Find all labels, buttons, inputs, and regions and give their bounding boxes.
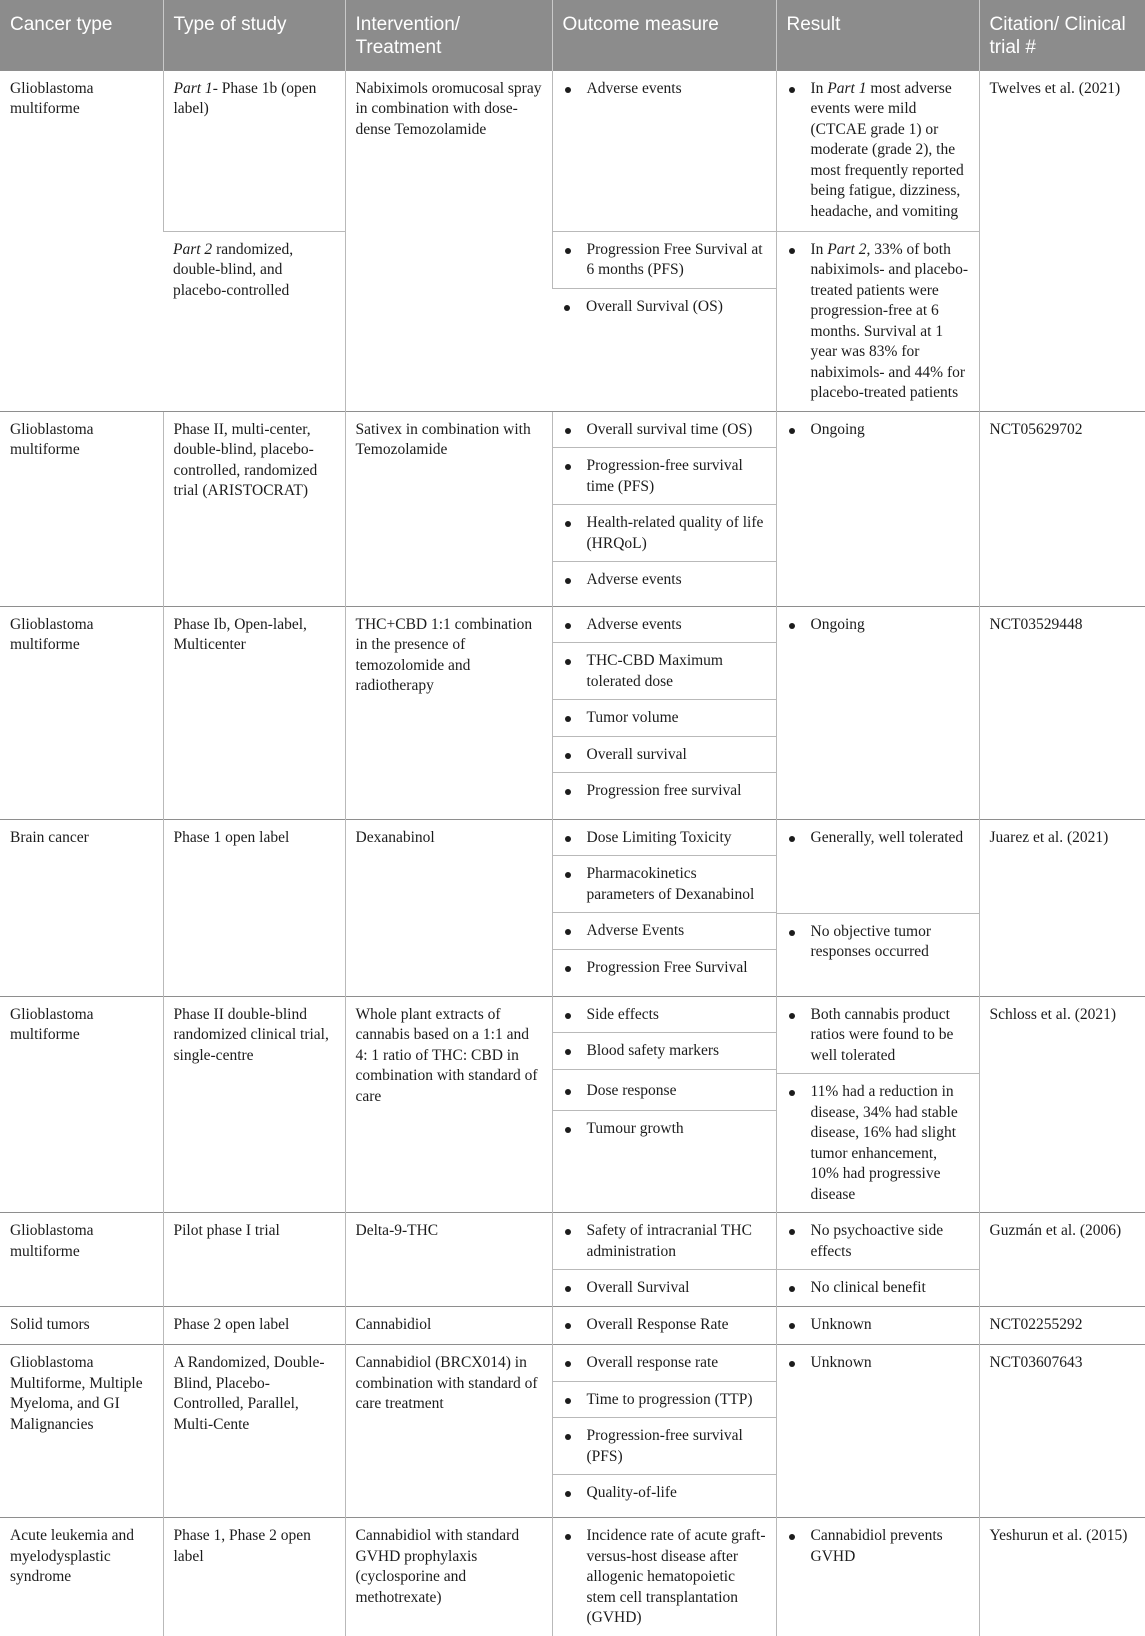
outcome-item: Overall response rate [563, 1353, 766, 1374]
intervention-cell: Whole plant extracts of cannabis based on a 1:1 and 4: 1 ratio of THC: CBD in combination with standard of care [345, 996, 552, 1213]
result-item: Cannabidiol prevents GVHD [787, 1526, 969, 1567]
result-item: Unknown [787, 1353, 969, 1374]
study-text: randomized, double-blind, and placebo-controlled [173, 240, 294, 299]
outcome-item: Health-related quality of life (HRQoL) [563, 513, 766, 554]
result-list [777, 997, 979, 1213]
outcome-item: Adverse events [563, 570, 766, 591]
part-label: Part 2 [173, 240, 213, 258]
outcome-item: Safety of intracranial THC administration [563, 1221, 766, 1262]
study-type-cell: Pilot phase I trial [163, 1213, 345, 1307]
outcome-list [553, 607, 776, 809]
result-list [777, 820, 979, 996]
outcome-list [553, 412, 776, 598]
outcome-list [553, 1213, 776, 1306]
study-type-cell [163, 70, 345, 231]
table-row [0, 1307, 1145, 1345]
result-cell [776, 996, 979, 1213]
outcome-item: Overall survival time (OS) [563, 420, 766, 441]
result-item: No clinical benefit [787, 1278, 969, 1299]
table-row [0, 1213, 1145, 1307]
part-label: Part 1 [173, 79, 213, 97]
outcome-cell [552, 70, 776, 231]
citation-cell: Juarez et al. (2021) [979, 819, 1145, 996]
result-prefix: In [810, 240, 828, 258]
citation-cell: Schloss et al. (2021) [979, 996, 1145, 1213]
cancer-type-cell: Brain cancer [0, 819, 163, 996]
outcome-cell [552, 606, 776, 819]
outcome-row [553, 949, 776, 986]
outcome-row [553, 912, 776, 949]
result-item: No psychoactive side effects [787, 1221, 969, 1262]
outcome-item: Overall Survival [563, 1278, 766, 1299]
citation-cell: NCT05629702 [979, 411, 1145, 606]
outcome-list [553, 1345, 776, 1511]
citation-cell: Twelves et al. (2021) [979, 70, 1145, 411]
outcome-item: Overall Response Rate [563, 1315, 766, 1336]
outcome-list [553, 820, 776, 986]
result-cell [776, 819, 979, 996]
result-item [787, 79, 969, 223]
result-cell [776, 1307, 979, 1345]
outcome-row [553, 561, 776, 598]
outcome-item: Adverse Events [563, 921, 766, 942]
result-cell [776, 1518, 979, 1636]
result-cell [776, 1213, 979, 1307]
intervention-cell: Delta-9-THC [345, 1213, 552, 1307]
header-intervention: Intervention/ Treatment [345, 0, 552, 70]
result-item: Both cannabis product ratios were found to be well tolerated [787, 1005, 969, 1067]
table-row [0, 819, 1145, 996]
outcome-item: Tumour growth [563, 1119, 766, 1140]
result-cell [776, 411, 979, 606]
result-text: , 33% of both nabiximols- and placebo-treated patients were progression-free at 6 months. Survival at 1 year was 83% for nabiximols- and 44% for placebo-treated patients [810, 240, 969, 401]
table-row [0, 606, 1145, 819]
outcome-row [553, 1269, 776, 1306]
result-row [777, 820, 979, 913]
table-row [0, 231, 1145, 289]
study-text: - Phase 1b (open label) [173, 79, 317, 117]
outcome-row [553, 504, 776, 561]
result-prefix: In [810, 79, 828, 97]
cancer-type-cell: Glioblastoma Multiforme, Multiple Myeloma, and GI Malignancies [0, 1345, 163, 1518]
citation-cell: Guzmán et al. (2006) [979, 1213, 1145, 1307]
result-item: 11% had a reduction in disease, 34% had stable disease, 16% had slight tumor enhancement, 10% had progressive disease [787, 1082, 969, 1205]
result-row [777, 1073, 979, 1212]
result-cell [776, 606, 979, 819]
cancer-type-cell: Glioblastoma multiforme [0, 1213, 163, 1307]
outcome-item: Progression-free survival time (PFS) [563, 456, 766, 497]
study-type-cell: Phase II, multi-center, double-blind, placebo-controlled, randomized trial (ARISTOCRAT) [163, 411, 345, 606]
table-row [0, 996, 1145, 1213]
cancer-type-cell: Glioblastoma multiforme [0, 70, 163, 411]
outcome-item: Overall Survival (OS) [562, 297, 766, 318]
study-type-cell [163, 231, 345, 411]
outcome-item: THC-CBD Maximum tolerated dose [563, 651, 766, 692]
cancer-type-cell: Solid tumors [0, 1307, 163, 1345]
result-cell [776, 70, 979, 231]
outcome-cell [552, 411, 776, 606]
study-type-cell: Phase II double-blind randomized clinical trial, single-centre [163, 996, 345, 1213]
outcome-list [553, 997, 776, 1147]
outcome-row [553, 1213, 776, 1269]
intervention-cell: Cannabidiol with standard GVHD prophylaxis (cyclosporine and methotrexate) [345, 1518, 552, 1636]
outcome-row [553, 607, 776, 643]
header-citation: Citation/ Clinical trial # [979, 0, 1145, 70]
outcome-row [553, 1417, 776, 1474]
outcome-item: Overall survival [563, 745, 766, 766]
outcome-item: Tumor volume [563, 708, 766, 729]
result-row [777, 913, 979, 996]
header-cancer-type: Cancer type [0, 0, 163, 70]
outcome-item: Dose Limiting Toxicity [563, 828, 766, 849]
header-type-of-study: Type of study [163, 0, 345, 70]
outcome-row [553, 1069, 776, 1111]
result-item: No objective tumor responses occurred [787, 922, 969, 963]
outcome-item: Progression-free survival (PFS) [563, 1426, 766, 1467]
table-row [0, 411, 1145, 606]
intervention-cell: Cannabidiol (BRCX014) in combination with standard of care treatment [345, 1345, 552, 1518]
outcome-cell [552, 1307, 776, 1345]
header-row [0, 0, 1145, 70]
outcome-cell [552, 289, 776, 411]
outcome-row [553, 1032, 776, 1069]
intervention-cell: Cannabidiol [345, 1307, 552, 1345]
outcome-row [553, 412, 776, 448]
result-item: Unknown [787, 1315, 969, 1336]
outcome-item: Dose response [563, 1081, 766, 1102]
result-row [777, 997, 979, 1074]
citation-cell: NCT02255292 [979, 1307, 1145, 1345]
study-type-cell: Phase 1 open label [163, 819, 345, 996]
intervention-cell: Sativex in combination with Temozolamide [345, 411, 552, 606]
outcome-cell [552, 1518, 776, 1636]
result-text: most adverse events were mild (CTCAE grade 1) or moderate (grade 2), the most frequently reported being fatigue, dizziness, headache, and vomiting [810, 79, 964, 220]
study-type-cell: Phase 1, Phase 2 open label [163, 1518, 345, 1636]
cancer-type-cell: Glioblastoma multiforme [0, 411, 163, 606]
outcome-item: Adverse events [563, 79, 766, 100]
study-type-cell: Phase 2 open label [163, 1307, 345, 1345]
outcome-item: Pharmacokinetics parameters of Dexanabinol [563, 864, 766, 905]
outcome-item: Progression free survival [563, 781, 766, 802]
outcome-item: Incidence rate of acute graft-versus-host disease after allogenic hematopoietic stem cell transplantation (GVHD) [563, 1526, 766, 1629]
result-row [777, 1213, 979, 1269]
outcome-row [553, 1474, 776, 1511]
outcome-item: Side effects [563, 1005, 766, 1026]
outcome-item: Quality-of-life [563, 1483, 766, 1504]
cancer-type-cell: Glioblastoma multiforme [0, 606, 163, 819]
outcome-item: Progression Free Survival at 6 months (PFS) [563, 240, 766, 281]
citation-cell: NCT03607643 [979, 1345, 1145, 1518]
outcome-item: Progression Free Survival [563, 958, 766, 979]
result-row [777, 1269, 979, 1306]
part-label: Part 2 [827, 240, 867, 258]
outcome-row [553, 997, 776, 1033]
header-outcome-measure: Outcome measure [552, 0, 776, 70]
outcome-cell [552, 231, 776, 289]
cancer-type-cell: Glioblastoma multiforme [0, 996, 163, 1213]
intervention-cell: Nabiximols oromucosal spray in combination with dose-dense Temozolamide [345, 70, 552, 411]
cancer-type-cell: Acute leukemia and myelodysplastic syndrome [0, 1518, 163, 1636]
outcome-cell [552, 1345, 776, 1518]
study-type-cell: Phase Ib, Open-label, Multicenter [163, 606, 345, 819]
result-item [787, 240, 969, 404]
header-result: Result [776, 0, 979, 70]
outcome-row [553, 820, 776, 856]
result-cell [776, 1345, 979, 1518]
result-list [777, 1213, 979, 1306]
outcome-item: Blood safety markers [563, 1041, 766, 1062]
table-row [0, 70, 1145, 231]
intervention-cell: Dexanabinol [345, 819, 552, 996]
table-row [0, 1518, 1145, 1636]
outcome-item: Time to progression (TTP) [563, 1390, 766, 1411]
outcome-row [553, 736, 776, 773]
outcome-item: Adverse events [563, 615, 766, 636]
outcome-row [553, 855, 776, 912]
outcome-row [553, 699, 776, 736]
outcome-row [553, 642, 776, 699]
outcome-row [553, 1345, 776, 1381]
outcome-cell [552, 819, 776, 996]
intervention-cell: THC+CBD 1:1 combination in the presence of temozolomide and radiotherapy [345, 606, 552, 819]
outcome-cell [552, 996, 776, 1213]
result-item: Ongoing [787, 420, 969, 441]
result-cell [776, 231, 979, 411]
outcome-row [553, 1381, 776, 1418]
outcome-row [553, 447, 776, 504]
result-item: Generally, well tolerated [787, 828, 969, 849]
result-item: Ongoing [787, 615, 969, 636]
study-type-cell: A Randomized, Double-Blind, Placebo-Controlled, Parallel, Multi-Cente [163, 1345, 345, 1518]
outcome-row [553, 772, 776, 809]
citation-cell: NCT03529448 [979, 606, 1145, 819]
citation-cell: Yeshurun et al. (2015) [979, 1518, 1145, 1636]
part-label: Part 1 [827, 79, 867, 97]
table-row [0, 1345, 1145, 1518]
outcome-row [553, 1110, 776, 1147]
outcome-cell [552, 1213, 776, 1307]
